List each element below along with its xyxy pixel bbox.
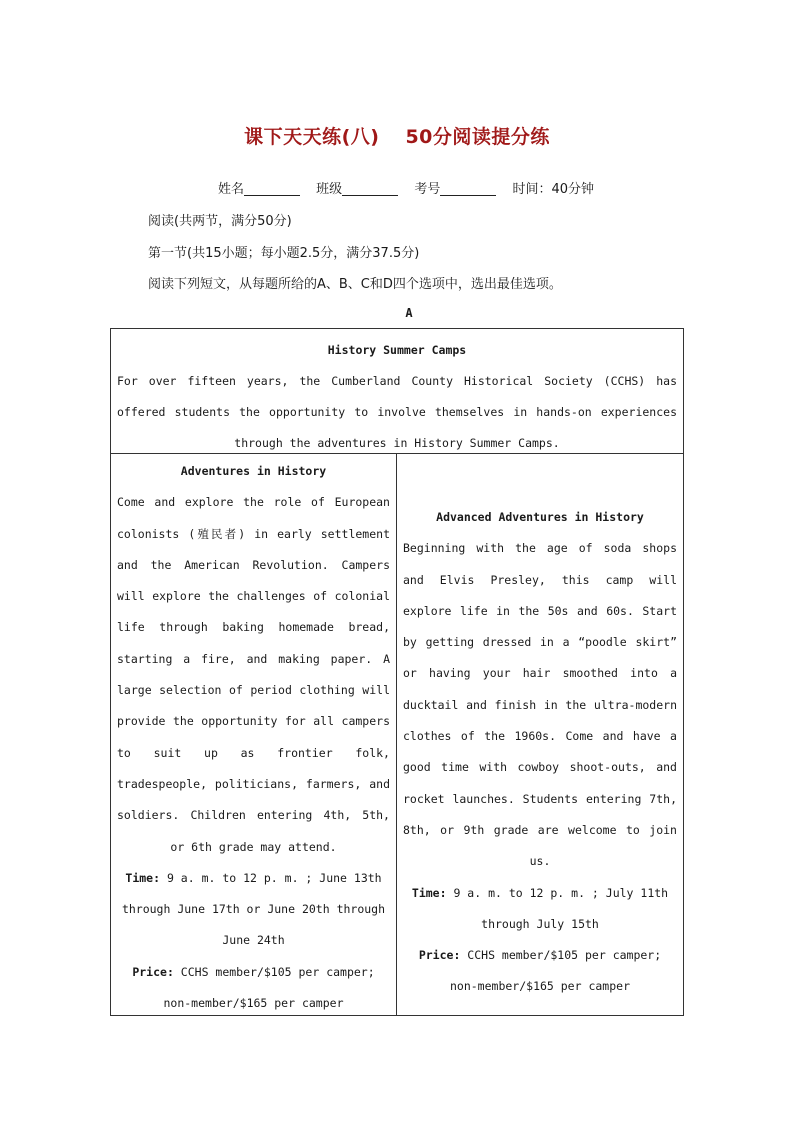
title-main: 课下天天练(八) (244, 126, 380, 148)
price-label: Price: (418, 948, 461, 963)
camp-time (403, 878, 677, 941)
passage-intro-cell (111, 329, 683, 454)
passage-table (110, 328, 684, 1016)
time-value: 9 a. m. to 12 p. m. ; July 11th through July 15th (446, 885, 669, 931)
class-blank[interactable] (342, 181, 398, 196)
price-value: CCHS member/$105 per camper; non-member/$165 per camper (449, 948, 662, 994)
student-info-line (218, 178, 594, 197)
number-blank[interactable] (440, 181, 496, 196)
camp-description: Come and explore the role of European colonists (殖民者) in early settlement and the American Revolution. Campers will explore the challenges of colonial life through baking homemade bread, starting a fire, and making paper. A large selection of period clothing will provide the opportunity for all campers to suit up as frontier folk, tradespeople, politicians, farmers, and soldiers. Children entering 4th, 5th, or 6th grade may attend. (117, 495, 390, 854)
title-sub: 50分阅读提分练 (405, 126, 550, 148)
name-label: 姓名 (218, 182, 245, 197)
passage-heading: History Summer Camps (327, 343, 467, 357)
camp-price (117, 957, 390, 1020)
camp-cell-advanced (397, 454, 683, 1015)
name-field[interactable] (218, 182, 300, 197)
camp-time (117, 863, 390, 957)
reading-heading: 阅读(共两节，满分50分) (148, 214, 292, 229)
passage-intro: For over fifteen years, the Cumberland County Historical Society (CCHS) has offered students the opportunity to involve themselves in hands-on experiences through the adventures in History Summer Camps. (117, 374, 677, 450)
time-value: 9 a. m. to 12 p. m. ; June 13th through June 17th or June 20th through June 24th (121, 870, 386, 948)
number-field[interactable] (414, 182, 496, 197)
camp-description: Beginning with the age of soda shops and Elvis Presley, this camp will explore life in the 50s and 60s. Start by getting dressed in a “poodle skirt” or having your hair smoothed into a ducktail and finish in the ultra-modern clothes of the 1960s. Come and have a good time with cowboy shoot-outs, and rocket launches. Students entering 7th, 8th, or 9th grade are welcome to join us. (403, 541, 677, 869)
passage-label: A (405, 306, 413, 320)
number-label: 考号 (414, 182, 441, 197)
price-label: Price: (132, 964, 174, 979)
name-blank[interactable] (244, 181, 300, 196)
camp-cell-adventures (111, 454, 397, 1015)
camp-name: Adventures in History (180, 464, 327, 478)
class-label: 班级 (316, 182, 343, 197)
camp-price (403, 940, 677, 1003)
price-value: CCHS member/$105 per camper; non-member/$165 per camper (163, 964, 375, 1011)
page-title (0, 122, 794, 149)
time-info: 时间：40分钟 (512, 182, 595, 197)
time-label: Time: (125, 870, 161, 885)
section-one-heading: 第一节(共15小题；每小题2.5分，满分37.5分) (148, 246, 420, 261)
reading-instruction: 阅读下列短文，从每题所给的A、B、C和D四个选项中，选出最佳选项。 (148, 277, 562, 292)
time-label: Time: (411, 885, 447, 900)
camp-name: Advanced Adventures in History (436, 510, 644, 524)
class-field[interactable] (316, 182, 398, 197)
